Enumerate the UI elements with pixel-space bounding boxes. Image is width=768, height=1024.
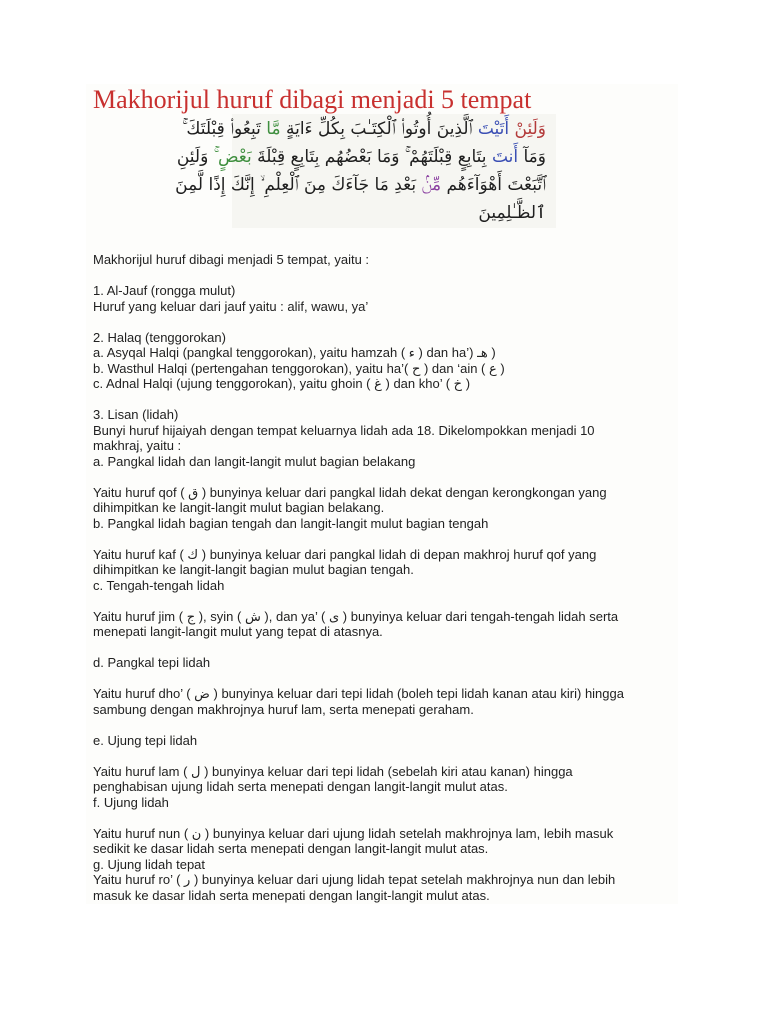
verse-word: أَنتَ bbox=[491, 147, 524, 167]
paragraph-line: Yaitu huruf nun ( ن ) bunyinya keluar dari ujung lidah setelah makhrojnya lam, lebih masuk bbox=[93, 825, 614, 841]
spacer bbox=[93, 593, 673, 609]
paragraph-line: dihimpitkan ke langit-langit bagian mulut bagian tengah. bbox=[93, 562, 414, 577]
quran-verse-image bbox=[175, 114, 556, 228]
spacer bbox=[93, 531, 673, 547]
section-heading: 2. Halaq (tenggorokan) bbox=[93, 329, 226, 345]
section-heading: 3. Lisan (lidah) bbox=[93, 407, 179, 422]
list-item: f. Ujung lidah bbox=[93, 794, 169, 810]
paragraph-line: Bunyi huruf hijaiyah dengan tempat keluarnya lidah ada 18. Dikelompokkan menjadi 10 bbox=[93, 422, 595, 438]
intro-text: Makhorijul huruf dibagi menjadi 5 tempat, yaitu : bbox=[93, 252, 370, 267]
list-item: c. Tengah-tengah lidah bbox=[93, 577, 225, 593]
list-item: e. Ujung tepi lidah bbox=[93, 732, 198, 748]
verse-line-1 bbox=[182, 116, 546, 142]
paragraph-line: dihimpitkan ke langit-langit mulut bagian belakang. bbox=[93, 500, 385, 515]
verse-text: ٱلَّذِينَ أُوتُوا۟ ٱلْكِتَـٰبَ بِكُلِّ ءَايَةٍ bbox=[285, 119, 478, 139]
section-heading: 1. Al-Jauf (rongga mulut) bbox=[93, 283, 236, 298]
verse-word: مَّا bbox=[266, 119, 286, 139]
paragraph-line: Yaitu huruf qof ( ق ) bunyinya keluar dari pangkal lidah dekat dengan kerongkongan yang bbox=[93, 484, 607, 500]
list-item: a. Asyqal Halqi (pangkal tenggorokan), yaitu hamzah ( ء ) dan ha’) هـ ) bbox=[93, 345, 496, 360]
list-item: g. Ujung lidah tepat bbox=[93, 856, 206, 872]
verse-word: وَلَئِنْ bbox=[514, 119, 546, 139]
spacer bbox=[93, 717, 673, 733]
verse-line-2 bbox=[177, 144, 546, 170]
paragraph-line: penghabisan ujung lidah serta menepati dengan langit-langit mulut atas. bbox=[93, 779, 508, 794]
list-item: b. Wasthul Halqi (pertengahan tenggorokan), yaitu ha’( ح ) dan ‘ain ( ع ) bbox=[93, 360, 505, 376]
verse-text: بِتَابِعٍ قِبْلَتَهُمْ ۚ وَمَا بَعْضُهُم بِتَابِعٍ قِبْلَةَ bbox=[257, 147, 492, 167]
spacer bbox=[93, 671, 673, 687]
page-title: Makhorijul huruf dibagi menjadi 5 tempat bbox=[93, 85, 532, 114]
paragraph-line: Yaitu huruf dho’ ( ض ) bunyinya keluar dari tepi lidah (boleh tepi lidah kanan atau kiri) hingga bbox=[93, 686, 624, 701]
paragraph-line: Yaitu huruf jim ( ج ), syin ( ش ), dan ya’ ( ى ) bunyinya keluar dari tengah-tengah lidah serta bbox=[93, 608, 619, 624]
paragraph-line: Huruf yang keluar dari jauf yaitu : alif, wawu, ya’ bbox=[93, 298, 369, 314]
verse-word: بَعْضٍ ۚ bbox=[213, 147, 258, 167]
verse-text: وَلَئِنِ bbox=[176, 147, 214, 167]
verse-word: أَتَيْتَ bbox=[477, 119, 510, 139]
paragraph-line: menepati langit-langit mulut yang tepat di atasnya. bbox=[93, 624, 383, 639]
paragraph-line: Yaitu huruf ro’ ( ر ) bunyinya keluar dari ujung lidah tepat setelah makhrojnya nun dan lebih bbox=[93, 872, 616, 887]
verse-text: بَعْدِ مَا جَآءَكَ مِنَ ٱلْعِلْمِ ۙ إِنَّكَ إِذًا لَّمِنَ bbox=[175, 175, 422, 195]
paragraph-line: Yaitu huruf kaf ( ك ) bunyinya keluar dari pangkal lidah di depan makhroj huruf qof yang bbox=[93, 546, 597, 562]
paragraph-line: sedikit ke dasar lidah serta menepati dengan langit-langit mulut atas. bbox=[93, 841, 489, 856]
verse-text: تَبِعُوا۟ قِبْلَتَكَ ۚ bbox=[182, 119, 267, 139]
list-item: c. Adnal Halqi (ujung tenggorokan), yaitu ghoin ( غ ) dan kho’ ( خ ) bbox=[93, 376, 471, 391]
paragraph-line: makhraj, yaitu : bbox=[93, 438, 182, 453]
list-item: b. Pangkal lidah bagian tengah dan langit-langit mulut bagian tengah bbox=[93, 515, 489, 531]
spacer bbox=[93, 640, 673, 656]
spacer bbox=[93, 748, 673, 764]
paragraph-line: masuk ke dasar lidah serta menepati dengan langit-langit mulut atas. bbox=[93, 887, 490, 903]
spacer bbox=[93, 392, 673, 408]
document-body bbox=[93, 252, 673, 903]
list-item: a. Pangkal lidah dan langit-langit mulut bagian belakang bbox=[93, 453, 416, 469]
list-item: d. Pangkal tepi lidah bbox=[93, 655, 211, 670]
spacer bbox=[93, 469, 673, 485]
verse-text: ٱتَّبَعْتَ أَهْوَآءَهُم bbox=[446, 175, 546, 195]
spacer bbox=[93, 314, 673, 330]
verse-line-3 bbox=[175, 172, 546, 198]
verse-word: مِّنۢ bbox=[421, 175, 447, 195]
verse-line-4: ٱلظَّـٰلِمِينَ bbox=[478, 203, 546, 223]
paragraph-line: sambung dengan makhrojnya huruf lam, serta menepati geraham. bbox=[93, 701, 474, 717]
spacer bbox=[93, 810, 673, 826]
paragraph-line: Yaitu huruf lam ( ل ) bunyinya keluar dari tepi lidah (sebelah kiri atau kanan) hingga bbox=[93, 763, 573, 779]
verse-text: وَمَآ bbox=[523, 147, 546, 167]
spacer bbox=[93, 268, 673, 284]
